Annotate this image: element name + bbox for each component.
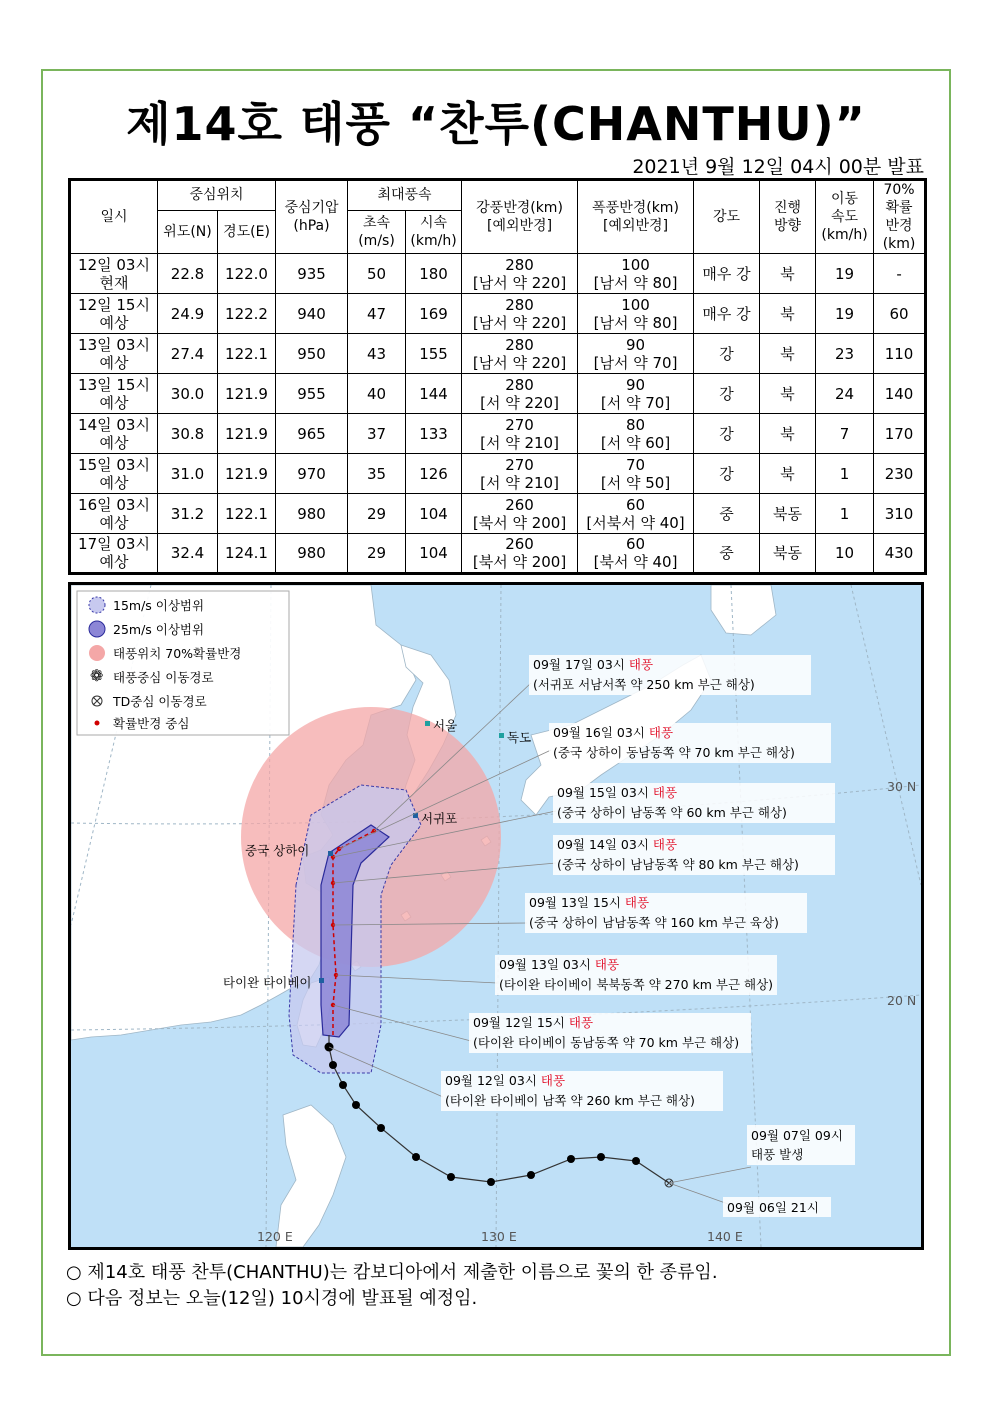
cell-p: 950 <box>276 334 348 374</box>
legend-prob-swatch <box>89 645 105 661</box>
cell-ms: 37 <box>348 414 406 454</box>
cell-kmh: 144 <box>406 374 462 414</box>
td-start-label <box>723 1197 831 1217</box>
cell-lon: 122.2 <box>218 294 276 334</box>
annotation-date: 09월 15일 03시 태풍 <box>557 785 678 800</box>
header-pressure: 중심기압 (hPa) <box>276 180 348 254</box>
legend-item-wind15: 15m/s 이상범위 <box>113 598 205 613</box>
cell-lat: 24.9 <box>158 294 218 334</box>
cell-storm: 100 [남서 약 80] <box>578 254 694 294</box>
city-taipei: 타이완 타이베이 <box>223 975 312 990</box>
cell-gale: 280 [남서 약 220] <box>462 294 578 334</box>
cell-p: 940 <box>276 294 348 334</box>
annotation-desc: (서귀포 서남서쪽 약 250 km 부근 해상) <box>533 677 755 692</box>
header-maxwind: 최대풍속 <box>348 180 462 211</box>
cell-gale: 260 [북서 약 200] <box>462 494 578 534</box>
grid-lat20: 20 N <box>887 993 917 1008</box>
page-title: 제14호 태풍 “찬투(CHANTHU)” <box>126 97 866 151</box>
legend-item-wind25: 25m/s 이상범위 <box>113 622 205 637</box>
cell-spd: 23 <box>816 334 874 374</box>
cell-gale: 270 [서 약 210] <box>462 454 578 494</box>
cell-lat: 30.8 <box>158 414 218 454</box>
cell-lon: 124.1 <box>218 534 276 574</box>
track-annotation <box>495 955 777 995</box>
header-gale: 강풍반경(km) [예외반경] <box>462 180 578 254</box>
legend-item-td: TD중심 이동경로 <box>113 694 207 709</box>
track-annotation <box>529 655 811 695</box>
header-prob: 70% 확률 반경 (km) <box>874 180 926 254</box>
cell-gale: 280 [서 약 220] <box>462 374 578 414</box>
cell-prob: 230 <box>874 454 926 494</box>
cell-storm: 80 [서 약 60] <box>578 414 694 454</box>
cell-dir: 북동 <box>760 534 816 574</box>
city-seogwipo: 서귀포 <box>421 811 458 826</box>
cell-prob: 170 <box>874 414 926 454</box>
cell-storm: 90 [남서 약 70] <box>578 334 694 374</box>
cell-spd: 1 <box>816 494 874 534</box>
table-row <box>70 294 926 334</box>
cell-storm: 70 [서 약 50] <box>578 454 694 494</box>
td-start-text: 09월 06일 21시 <box>727 1200 819 1215</box>
hainan-luzon <box>276 1105 346 1247</box>
cell-dir: 북 <box>760 374 816 414</box>
cell-gale: 260 [북서 약 200] <box>462 534 578 574</box>
cell-time: 12일 15시 예상 <box>70 294 158 334</box>
cell-ms: 47 <box>348 294 406 334</box>
notes <box>66 1260 718 1312</box>
grid-lon140: 140 E <box>707 1229 743 1244</box>
typhoon-symbol-icon: ❁ <box>90 666 104 685</box>
cell-spd: 19 <box>816 294 874 334</box>
header-datetime: 일시 <box>70 180 158 254</box>
cell-storm: 60 [서북서 약 40] <box>578 494 694 534</box>
annotation-desc: (타이완 타이베이 남쪽 약 260 km 부근 해상) <box>445 1093 695 1108</box>
cell-lon: 122.0 <box>218 254 276 294</box>
cell-ms: 40 <box>348 374 406 414</box>
legend-wind15-swatch <box>89 597 105 613</box>
note-2: ○ 다음 정보는 오늘(12일) 10시경에 발표될 예정임. <box>66 1288 478 1309</box>
track-annotation <box>469 1013 751 1053</box>
cell-gale: 280 [남서 약 220] <box>462 334 578 374</box>
table-row <box>70 534 926 574</box>
cell-spd: 19 <box>816 254 874 294</box>
cell-int: 매우 강 <box>694 294 760 334</box>
taipei-marker <box>319 978 324 983</box>
cell-ms: 29 <box>348 534 406 574</box>
cell-int: 강 <box>694 414 760 454</box>
prob-center-swatch <box>95 721 100 726</box>
cell-kmh: 133 <box>406 414 462 454</box>
cell-prob: 60 <box>874 294 926 334</box>
cell-lat: 22.8 <box>158 254 218 294</box>
cell-gale: 280 [남서 약 220] <box>462 254 578 294</box>
cell-int: 강 <box>694 334 760 374</box>
cell-gale: 270 [서 약 210] <box>462 414 578 454</box>
cell-lat: 27.4 <box>158 334 218 374</box>
city-dokdo: 독도 <box>507 730 532 745</box>
cell-ms: 50 <box>348 254 406 294</box>
cell-p: 935 <box>276 254 348 294</box>
typhoon-track-map <box>68 582 924 1250</box>
cell-ms: 29 <box>348 494 406 534</box>
annotation-desc: (중국 상하이 남동쪽 약 60 km 부근 해상) <box>557 805 787 820</box>
table-row <box>70 454 926 494</box>
header-direction: 진행 방향 <box>760 180 816 254</box>
cell-ms: 43 <box>348 334 406 374</box>
cell-lon: 121.9 <box>218 454 276 494</box>
cell-prob: - <box>874 254 926 294</box>
shanghai-marker <box>328 851 333 856</box>
cell-dir: 북 <box>760 254 816 294</box>
forecast-table <box>68 178 927 575</box>
cell-time: 16일 03시 예상 <box>70 494 158 534</box>
header-lon: 경도(E) <box>218 210 276 253</box>
legend-item-center: 확률반경 중심 <box>113 716 190 731</box>
cell-dir: 북 <box>760 334 816 374</box>
cell-time: 13일 15시 예상 <box>70 374 158 414</box>
cell-int: 강 <box>694 374 760 414</box>
cell-prob: 140 <box>874 374 926 414</box>
annotation-desc: (타이완 타이베이 동남동쪽 약 70 km 부근 해상) <box>473 1035 740 1050</box>
grid-lon130: 130 E <box>481 1229 517 1244</box>
cell-kmh: 104 <box>406 494 462 534</box>
city-seoul: 서울 <box>433 718 458 733</box>
header-center: 중심위치 <box>158 180 276 211</box>
table-row <box>70 254 926 294</box>
issued-time: 2021년 9월 12일 04시 00분 발표 <box>632 156 924 178</box>
cell-p: 955 <box>276 374 348 414</box>
cell-int: 중 <box>694 534 760 574</box>
cell-time: 12일 03시 현재 <box>70 254 158 294</box>
legend-item-prob: 태풍위치 70%확률반경 <box>113 646 242 661</box>
track-annotation <box>553 783 835 823</box>
cell-lat: 30.0 <box>158 374 218 414</box>
header-storm: 폭풍반경(km) [예외반경] <box>578 180 694 254</box>
annotation-date: 09월 13일 15시 태풍 <box>529 895 650 910</box>
cell-time: 13일 03시 예상 <box>70 334 158 374</box>
cell-prob: 110 <box>874 334 926 374</box>
track-annotation <box>549 723 831 763</box>
cell-prob: 310 <box>874 494 926 534</box>
cell-spd: 1 <box>816 454 874 494</box>
grid-lat30: 30 N <box>887 779 917 794</box>
annotation-date: 09월 12일 15시 태풍 <box>473 1015 594 1030</box>
annotation-date: 09월 16일 03시 태풍 <box>553 725 674 740</box>
cell-spd: 24 <box>816 374 874 414</box>
table-row <box>70 494 926 534</box>
cell-kmh: 104 <box>406 534 462 574</box>
cell-time: 17일 03시 예상 <box>70 534 158 574</box>
annotation-desc: (중국 상하이 동남동쪽 약 70 km 부근 해상) <box>553 745 795 760</box>
legend-item-track: 태풍중심 이동경로 <box>113 670 214 685</box>
cell-lat: 31.2 <box>158 494 218 534</box>
cell-dir: 북 <box>760 294 816 334</box>
legend-wind25-swatch <box>89 621 105 637</box>
cell-kmh: 180 <box>406 254 462 294</box>
table-row <box>70 334 926 374</box>
cell-lon: 122.1 <box>218 334 276 374</box>
cell-time: 15일 03시 예상 <box>70 454 158 494</box>
cell-lon: 122.1 <box>218 494 276 534</box>
header-lat: 위도(N) <box>158 210 218 253</box>
table-row <box>70 374 926 414</box>
city-shanghai: 중국 상하이 <box>245 843 310 858</box>
cell-lat: 31.0 <box>158 454 218 494</box>
track-annotation <box>553 835 835 875</box>
genesis-line1: 09월 07일 09시 <box>751 1128 843 1143</box>
cell-kmh: 155 <box>406 334 462 374</box>
map-legend <box>77 591 289 735</box>
annotation-date: 09월 14일 03시 태풍 <box>557 837 678 852</box>
cell-prob: 430 <box>874 534 926 574</box>
cell-lon: 121.9 <box>218 374 276 414</box>
cell-int: 강 <box>694 454 760 494</box>
cell-kmh: 126 <box>406 454 462 494</box>
cell-storm: 60 [북서 약 40] <box>578 534 694 574</box>
cell-dir: 북동 <box>760 494 816 534</box>
cell-dir: 북 <box>760 454 816 494</box>
header-speed: 이동 속도 (km/h) <box>816 180 874 254</box>
cell-lat: 32.4 <box>158 534 218 574</box>
cell-ms: 35 <box>348 454 406 494</box>
cell-time: 14일 03시 예상 <box>70 414 158 454</box>
cell-spd: 10 <box>816 534 874 574</box>
header-ms: 초속 (m/s) <box>348 210 406 253</box>
annotation-date: 09월 12일 03시 태풍 <box>445 1073 566 1088</box>
cell-p: 980 <box>276 494 348 534</box>
cell-int: 매우 강 <box>694 254 760 294</box>
genesis-label <box>747 1125 855 1165</box>
grid-lon120: 120 E <box>257 1229 293 1244</box>
cell-spd: 7 <box>816 414 874 454</box>
note-1: ○ 제14호 태풍 찬투(CHANTHU)는 캄보디아에서 제출한 이름으로 꽃의 한 종류임. <box>66 1262 718 1283</box>
track-annotation <box>525 893 807 933</box>
cell-int: 중 <box>694 494 760 534</box>
cell-p: 970 <box>276 454 348 494</box>
cell-p: 965 <box>276 414 348 454</box>
seoul-marker <box>425 721 430 726</box>
annotation-date: 09월 17일 03시 태풍 <box>533 657 654 672</box>
track-annotation <box>441 1071 723 1111</box>
annotation-desc: (타이완 타이베이 북북동쪽 약 270 km 부근 해상) <box>499 977 774 992</box>
cell-kmh: 169 <box>406 294 462 334</box>
japan-hokkaido <box>711 585 776 635</box>
cell-storm: 100 [남서 약 80] <box>578 294 694 334</box>
table-row <box>70 414 926 454</box>
annotation-desc: (중국 상하이 남남동쪽 약 80 km 부근 해상) <box>557 857 799 872</box>
cell-p: 980 <box>276 534 348 574</box>
cell-storm: 90 [서 약 70] <box>578 374 694 414</box>
dokdo-marker <box>499 733 504 738</box>
header-kmh: 시속 (km/h) <box>406 210 462 253</box>
genesis-line2: 태풍 발생 <box>751 1147 804 1162</box>
annotation-date: 09월 13일 03시 태풍 <box>499 957 620 972</box>
cell-lon: 121.9 <box>218 414 276 454</box>
cell-dir: 북 <box>760 414 816 454</box>
annotation-desc: (중국 상하이 남남동쪽 약 160 km 부근 육상) <box>529 915 779 930</box>
header-intensity: 강도 <box>694 180 760 254</box>
